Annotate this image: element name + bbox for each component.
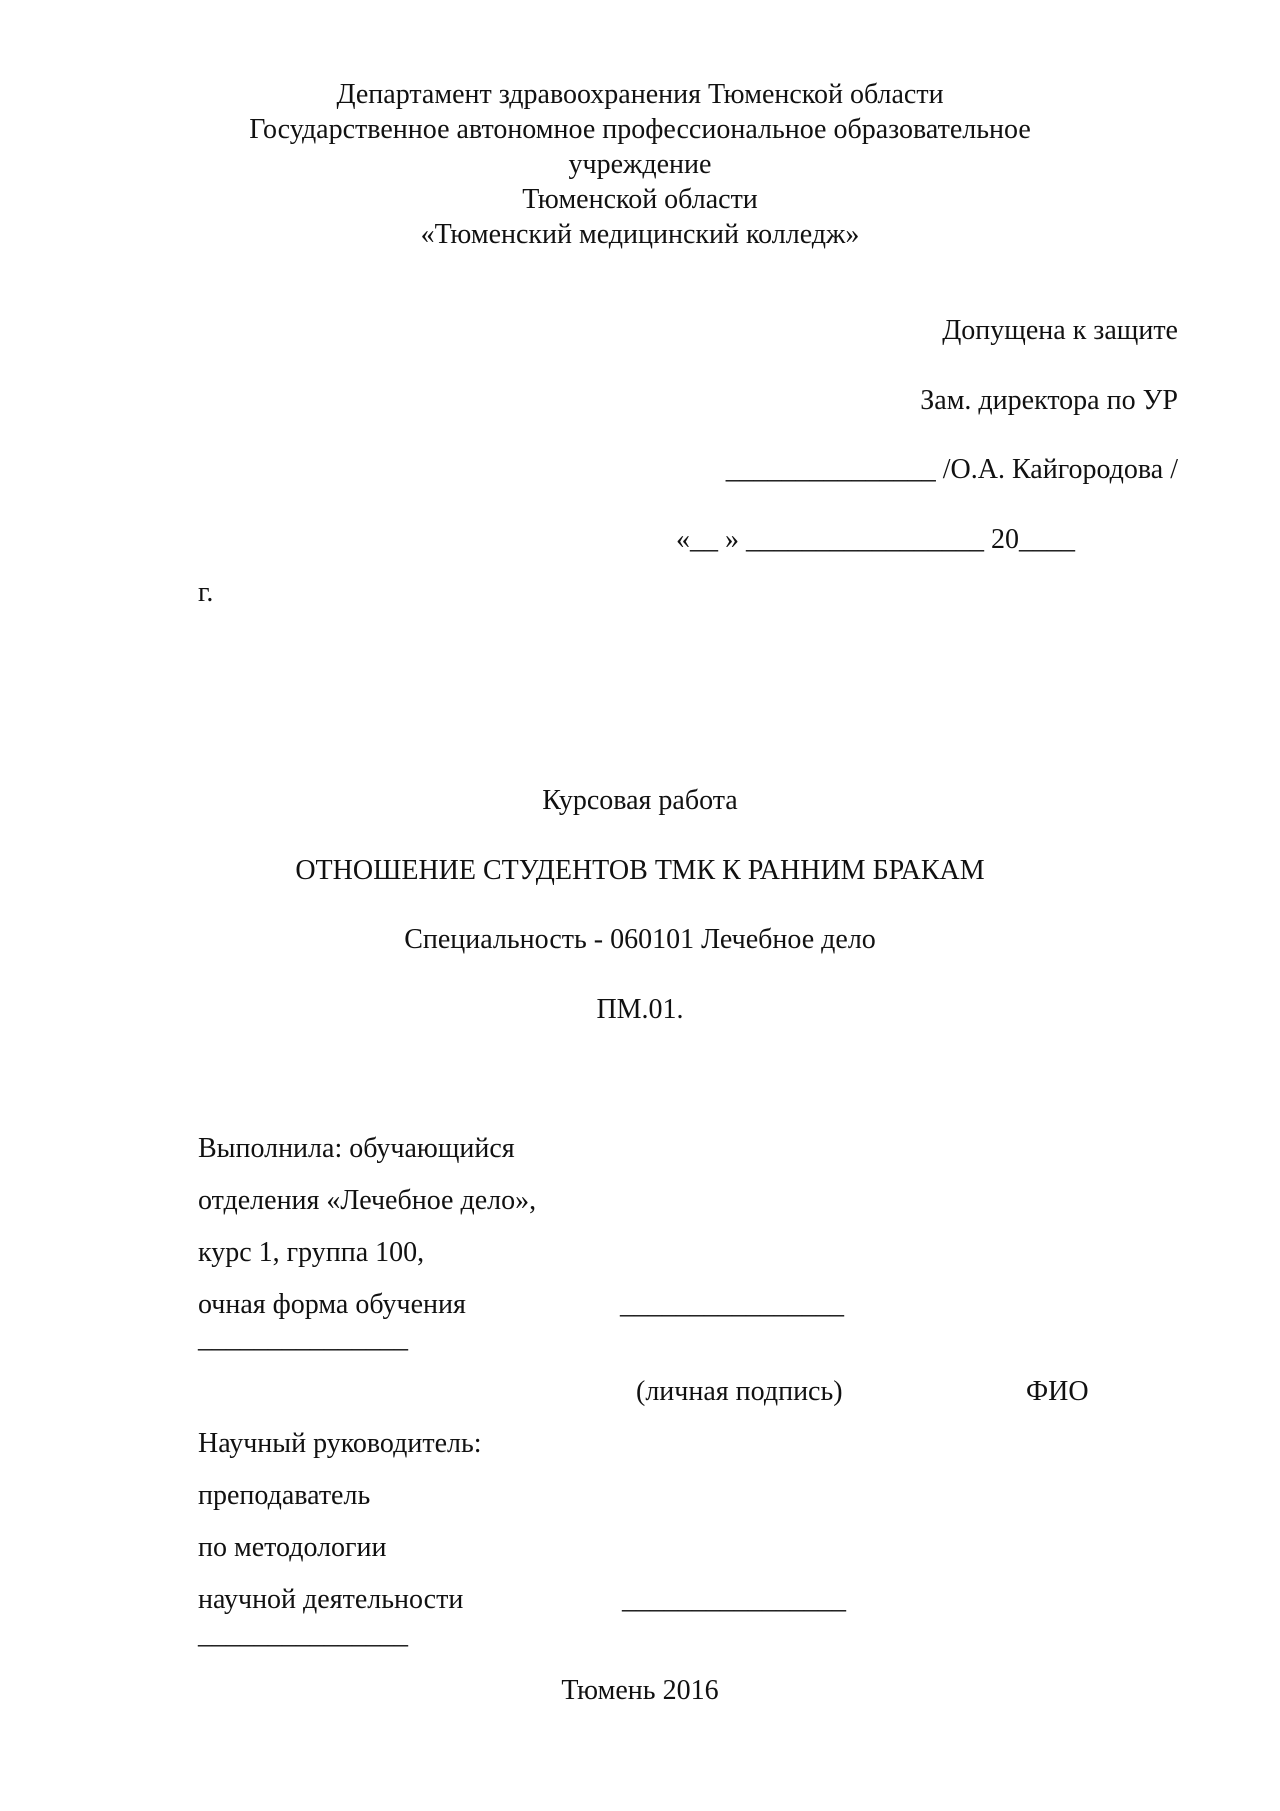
signature-caption: (личная подпись) xyxy=(636,1376,843,1407)
author-line-4: очная форма обучения xyxy=(198,1289,466,1320)
header-line-institution-cont: учреждение xyxy=(568,149,712,180)
city-year: Тюмень 2016 xyxy=(561,1675,719,1706)
supervisor-line-3: по методологии xyxy=(198,1532,387,1563)
work-type: Курсовая работа xyxy=(542,785,738,816)
supervisor-signature-blank: ________________ xyxy=(622,1584,846,1615)
approval-signature-line: _______________ /О.А. Кайгородова / xyxy=(725,454,1178,485)
supervisor-line-2: преподаватель xyxy=(198,1480,371,1511)
work-specialty: Специальность - 060101 Лечебное дело xyxy=(404,924,876,955)
approval-year-suffix: г. xyxy=(198,577,214,608)
author-line-2: отделения «Лечебное дело», xyxy=(198,1185,537,1216)
supervisor-name-blank: _______________ xyxy=(198,1619,408,1650)
author-signature-blank: ________________ xyxy=(620,1289,844,1320)
approval-admitted: Допущена к защите xyxy=(942,315,1178,346)
author-line-3: курс 1, группа 100, xyxy=(198,1237,425,1268)
header-line-department: Департамент здравоохранения Тюменской области xyxy=(336,79,944,110)
author-name-blank: _______________ xyxy=(198,1323,408,1354)
approval-date-line: «__ » _________________ 20____ xyxy=(676,524,1075,555)
header-line-college: «Тюменский медицинский колледж» xyxy=(420,219,860,250)
header-line-institution: Государственное автономное профессиональное образовательное xyxy=(249,114,1031,145)
approval-position: Зам. директора по УР xyxy=(920,385,1178,416)
author-line-1: Выполнила: обучающийся xyxy=(198,1133,515,1164)
supervisor-line-1: Научный руководитель: xyxy=(198,1428,482,1459)
work-module: ПМ.01. xyxy=(596,994,684,1025)
name-caption: ФИО xyxy=(1026,1376,1089,1407)
work-topic: ОТНОШЕНИЕ СТУДЕНТОВ ТМК К РАННИМ БРАКАМ xyxy=(295,855,985,886)
supervisor-line-4: научной деятельности xyxy=(198,1584,464,1615)
header-line-region: Тюменской области xyxy=(522,184,758,215)
institution-header xyxy=(0,77,1280,252)
